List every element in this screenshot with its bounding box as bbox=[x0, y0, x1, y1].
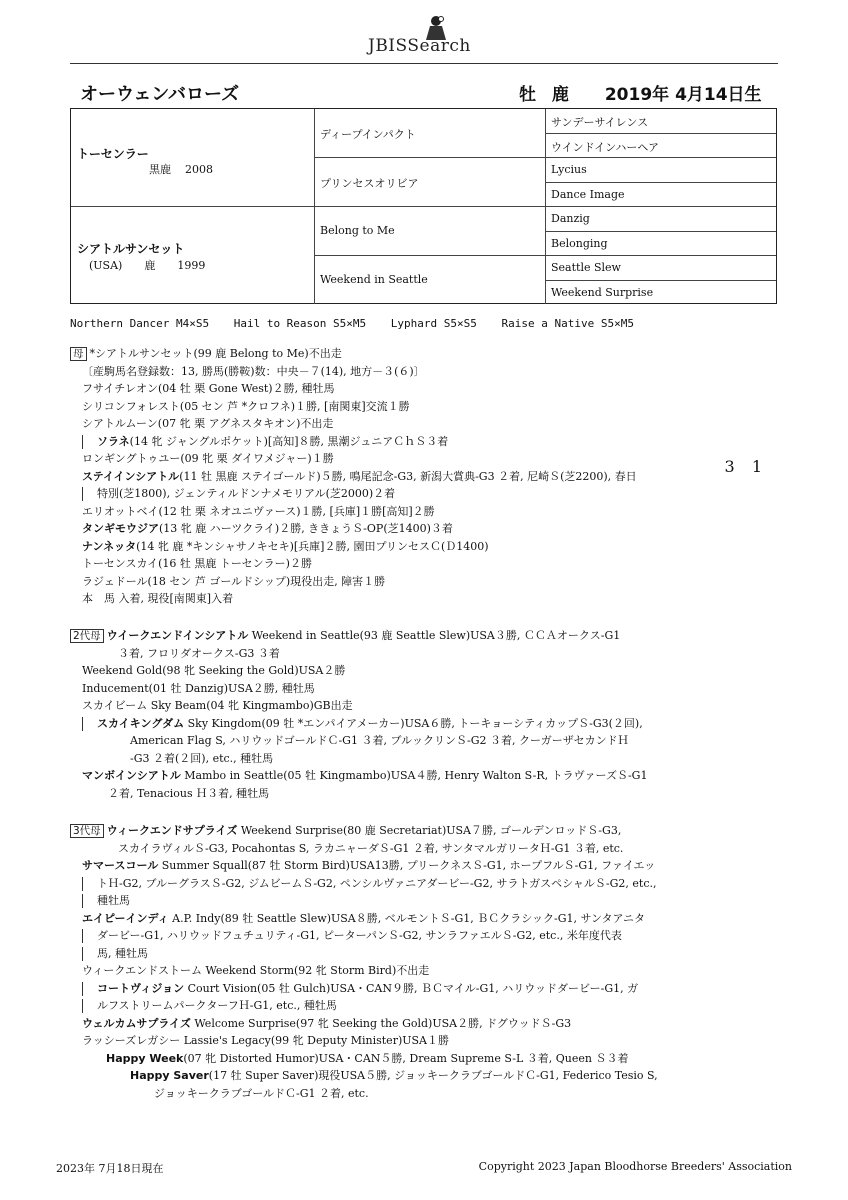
pedigree-number: 3 1 bbox=[724, 457, 768, 476]
line-text: 本 馬 入着, 現役[南関東]入着 bbox=[82, 592, 234, 605]
horse-name-bold: ウェルカムサプライズ bbox=[82, 1016, 191, 1030]
family-line bbox=[70, 450, 637, 468]
horse-name: オーウェンバローズ bbox=[80, 84, 240, 105]
pedigree-g3-cell bbox=[545, 109, 776, 134]
pedigree-g3-cell bbox=[545, 134, 776, 158]
horse-sex: 牡 bbox=[519, 85, 536, 105]
branch-bar bbox=[82, 717, 83, 731]
line-text: ラッシーズレガシー Lassie's Legacy(99 牝 Deputy Minister)USA１勝 bbox=[82, 1034, 449, 1047]
pedigree-g3-cell bbox=[545, 158, 776, 183]
line-text: Weekend Surprise(80 鹿 Secretariat)USA７勝, ゴールデンロッドＳ-G3, bbox=[237, 824, 622, 837]
horse-name-bold: ソラネ bbox=[97, 434, 130, 448]
line-text: スカイビーム Sky Beam(04 牝 Kingmambo)GB出走 bbox=[82, 699, 353, 712]
line-text: Summer Squall(87 牡 Storm Bird)USA13勝, プリークネスＳ-G1, ホープフルＳ-G1, ファイエッ bbox=[158, 859, 656, 872]
g3-name: Danzig bbox=[551, 212, 590, 225]
header-divider bbox=[70, 63, 778, 64]
footer-copyright: Copyright 2023 Japan Bloodhorse Breeders' Association bbox=[478, 1160, 792, 1173]
horse-name-bold: タンギモウジア bbox=[82, 522, 159, 535]
pedigree-g3-cell bbox=[545, 207, 776, 232]
family-line bbox=[70, 380, 637, 398]
family-line bbox=[70, 697, 647, 715]
horse-name-bold: マンボインシアトル bbox=[82, 769, 181, 782]
third-dam-section bbox=[70, 822, 658, 1102]
g3-name: Belonging bbox=[551, 237, 608, 250]
line-text: ２着, Tenacious Ｈ３着, 種牡馬 bbox=[108, 786, 270, 800]
g2-name: Weekend in Seattle bbox=[320, 273, 428, 286]
family-line bbox=[70, 927, 658, 945]
g2-name: Belong to Me bbox=[320, 224, 395, 237]
dam-details bbox=[89, 257, 227, 273]
family-line bbox=[70, 538, 637, 556]
sire-details bbox=[149, 161, 227, 177]
line-text: (11 牡 黒鹿 ステイゴールド)５勝, 鳴尾記念-G3, 新潟大賞典-G3 ２着, 尼崎Ｓ(芝2200), 春日 bbox=[179, 469, 637, 483]
line-text: *シアトルサンセット(99 鹿 Belong to Me)不出走 bbox=[89, 347, 342, 360]
horse-name-bold: ステイインシアトル bbox=[82, 469, 180, 483]
line-text: フサイチレオン(04 牡 栗 Gone West)２勝, 種牡馬 bbox=[82, 382, 335, 395]
family-line bbox=[70, 627, 647, 645]
inbreeding-item: Lyphard S5×S5 bbox=[390, 317, 477, 330]
pedigree-g2-cell bbox=[314, 109, 545, 158]
family-line bbox=[70, 680, 647, 698]
family-line bbox=[70, 555, 637, 573]
line-text: 〔産駒馬名登録数：13, 勝馬(勝鞍)数：中央－７(14), 地方－３(６)〕 bbox=[82, 364, 425, 378]
horse-name-bold: サマースコール bbox=[82, 859, 159, 872]
family-line bbox=[70, 1085, 658, 1103]
family-line bbox=[70, 590, 637, 608]
jbis-logo bbox=[368, 14, 498, 58]
family-line bbox=[70, 785, 647, 803]
generation-tag: 2代母 bbox=[70, 629, 104, 643]
line-text: Welcome Surprise(97 牝 Seeking the Gold)USA２勝, ドグウッドＳ-G3 bbox=[190, 1016, 572, 1030]
second-dam-section bbox=[70, 627, 647, 802]
family-line bbox=[70, 750, 647, 768]
family-line bbox=[70, 363, 637, 381]
pedigree-g3-cell bbox=[545, 256, 776, 281]
horse-name-bold: ウイークエンドインシアトル bbox=[106, 629, 249, 642]
sire-year: 2008 bbox=[185, 163, 213, 176]
family-line bbox=[70, 822, 658, 840]
line-text: ３着, フロリダオークス-G3 ３着 bbox=[118, 646, 280, 660]
family-line bbox=[70, 945, 658, 963]
family-line bbox=[70, 857, 658, 875]
family-line bbox=[70, 1015, 658, 1033]
family-line bbox=[70, 1032, 658, 1050]
family-line bbox=[70, 910, 658, 928]
family-line bbox=[70, 415, 637, 433]
family-line bbox=[70, 398, 637, 416]
line-text: (13 牝 鹿 ハーツクライ)２勝, ききょうＳ-OP(芝1400)３着 bbox=[159, 522, 453, 535]
pedigree-dam bbox=[71, 207, 314, 304]
line-text: ウィークエンドストーム Weekend Storm(92 牝 Storm Bird)不出走 bbox=[82, 964, 430, 977]
line-text: ルフストリームパークターフＨ-G1, etc., 種牡馬 bbox=[97, 999, 337, 1012]
g2-name: プリンセスオリビア bbox=[320, 177, 419, 190]
logo-text bbox=[368, 36, 471, 56]
family-line bbox=[70, 468, 637, 486]
line-text: Mambo in Seattle(05 牡 Kingmambo)USA４勝, Henry Walton S-R, トラヴァーズＳ-G1 bbox=[180, 769, 648, 782]
family-line bbox=[70, 662, 647, 680]
g3-name: Lycius bbox=[551, 163, 587, 176]
sire-name: トーセンラー bbox=[77, 147, 149, 161]
dam-year: 1999 bbox=[177, 259, 206, 272]
pedigree-g3-cell bbox=[545, 232, 776, 256]
family-line bbox=[70, 875, 658, 893]
family-line bbox=[70, 980, 658, 998]
line-text: エリオットベイ(12 牡 栗 ネオユニヴァース)１勝, [兵庫]１勝[高知]２勝 bbox=[82, 504, 435, 518]
line-text: (17 牡 Super Saver)現役USA５勝, ジョッキークラブゴールドＣ-G1, Federico Tesio S, bbox=[208, 1069, 658, 1082]
pedigree-g3-cell bbox=[545, 183, 776, 207]
dam-name: シアトルサンセット bbox=[77, 242, 185, 256]
family-line bbox=[70, 962, 658, 980]
family-line bbox=[70, 520, 637, 538]
line-text: 特別(芝1800), ジェンティルドンナメモリアル(芝2000)２着 bbox=[97, 487, 396, 500]
generation-tag: 母 bbox=[70, 347, 87, 361]
pedigree-sire bbox=[71, 109, 314, 207]
logo-text-search: Search bbox=[407, 36, 471, 56]
dam-family-section bbox=[70, 345, 637, 608]
dam-origin: (USA) bbox=[89, 259, 123, 272]
branch-bar bbox=[82, 487, 83, 501]
line-text: Sky Kingdom(09 牡 *エンパイアメーカー)USA６勝, トーキョーシティカップＳ-G3(２回), bbox=[184, 716, 643, 730]
branch-bar bbox=[82, 982, 83, 996]
family-line bbox=[70, 433, 637, 451]
horse-name-bold: コートヴィジョン bbox=[97, 981, 185, 995]
inbreeding-item: Raise a Native S5×M5 bbox=[501, 317, 634, 330]
branch-bar bbox=[82, 894, 83, 908]
family-line bbox=[70, 892, 658, 910]
line-text: (07 牝 Distorted Humor)USA・CAN５勝, Dream Supreme S-L ３着, Queen Ｓ３着 bbox=[183, 1051, 629, 1065]
line-text: トＨ-G2, ブルーグラスＳ-G2, ジムビームＳ-G2, ペンシルヴァニアダービー-G2, サラトガスペシャルＳ-G2, etc., bbox=[97, 876, 657, 890]
horse-dob: 2019年 4月14日生 bbox=[604, 85, 762, 105]
line-text: A.P. Indy(89 牡 Seattle Slew)USA８勝, ベルモントＳ-G1, ＢＣクラシック-G1, サンタアニタ bbox=[168, 911, 645, 925]
line-text: ダービー-G1, ハリウッドフュチュリティ-G1, ピーターパンＳ-G2, サンラファエルＳ-G2, etc., 米年度代表 bbox=[97, 929, 622, 942]
family-line bbox=[70, 1067, 658, 1085]
footer-date: 2023年 7月18日現在 bbox=[56, 1162, 164, 1175]
line-text: Court Vision(05 牡 Gulch)USA・CAN９勝, ＢＣマイル-G1, ハリウッドダービー-G1, ガ bbox=[184, 981, 639, 995]
line-text: 種牡馬 bbox=[97, 894, 130, 907]
line-text: Weekend in Seattle(93 鹿 Seattle Slew)USA３勝, ＣＣＡオークス-G1 bbox=[248, 629, 621, 642]
branch-bar bbox=[82, 999, 83, 1013]
line-text: (14 牝 鹿 *キンシャサノキセキ)[兵庫]２勝, 園田プリンセスＣ(Ｄ1400) bbox=[136, 539, 489, 553]
line-text: 馬, 種牡馬 bbox=[97, 946, 148, 960]
horse-info bbox=[519, 80, 772, 105]
branch-bar bbox=[82, 435, 83, 449]
family-line bbox=[70, 345, 637, 363]
horse-name-bold: スカイキングダム bbox=[97, 716, 185, 730]
horse-name-bold: ナンネッタ bbox=[82, 539, 137, 553]
sire-color: 黒鹿 bbox=[149, 163, 171, 176]
generation-tag: 3代母 bbox=[70, 824, 104, 838]
line-text: Weekend Gold(98 牝 Seeking the Gold)USA２勝 bbox=[82, 664, 346, 677]
pedigree-g2-cell bbox=[314, 158, 545, 207]
branch-bar bbox=[82, 877, 83, 891]
family-line bbox=[70, 767, 647, 785]
line-text: シリコンフォレスト(05 セン 芦 *クロフネ)１勝, [南関東]交流１勝 bbox=[82, 399, 410, 413]
horse-name-bold: ウィークエンドサプライズ bbox=[106, 824, 238, 837]
horse-name-bold: エイピーインディ bbox=[82, 911, 169, 925]
family-line bbox=[70, 997, 658, 1015]
horse-name-bold: Happy Saver bbox=[130, 1069, 209, 1082]
line-text: -G3 ２着(２回), etc., 種牡馬 bbox=[130, 751, 274, 765]
g3-name: サンデーサイレンス bbox=[551, 116, 649, 129]
inbreeding-line bbox=[70, 317, 652, 330]
line-text: ジョッキークラブゴールドＣ-G1 ２着, etc. bbox=[154, 1086, 369, 1100]
family-line bbox=[70, 503, 637, 521]
pedigree-g2-cell bbox=[314, 256, 545, 304]
line-text: American Flag S, ハリウッドゴールドＣ-G1 ３着, ブルックリンＳ-G2 ３着, クーガーザセカンドＨ bbox=[130, 734, 629, 747]
inbreeding-item: Northern Dancer M4×S5 bbox=[70, 317, 210, 330]
line-text: ロンギングトゥユー(09 牝 栗 ダイワメジャー)１勝 bbox=[82, 452, 334, 465]
horse-name-bold: Happy Week bbox=[106, 1051, 184, 1065]
g3-name: ウインドインハーヘア bbox=[551, 141, 660, 154]
dam-color: 鹿 bbox=[144, 259, 156, 272]
line-text: (14 牝 ジャングルポケット)[高知]８勝, 黒潮ジュニアＣｈＳ３着 bbox=[129, 434, 449, 448]
pedigree-g2-cell bbox=[314, 207, 545, 256]
family-line bbox=[70, 732, 647, 750]
branch-bar bbox=[82, 929, 83, 943]
g2-name: ディープインパクト bbox=[320, 128, 416, 141]
family-line bbox=[70, 573, 637, 591]
g3-name: Seattle Slew bbox=[551, 261, 621, 274]
horse-color: 鹿 bbox=[551, 85, 569, 105]
line-text: ラジェドール(18 セン 芦 ゴールドシップ)現役出走, 障害１勝 bbox=[82, 574, 386, 588]
line-text: シアトルムーン(07 牝 栗 アグネスタキオン)不出走 bbox=[82, 417, 334, 430]
branch-bar bbox=[82, 947, 83, 961]
line-text: Inducement(01 牡 Danzig)USA２勝, 種牡馬 bbox=[82, 681, 315, 695]
family-line bbox=[70, 485, 637, 503]
inbreeding-item: Hail to Reason S5×M5 bbox=[233, 317, 367, 330]
family-line bbox=[70, 840, 658, 858]
logo-text-jbis: JBIS bbox=[368, 36, 408, 56]
g3-name: Weekend Surprise bbox=[551, 286, 654, 299]
g3-name: Dance Image bbox=[551, 188, 625, 201]
family-line bbox=[70, 1050, 658, 1068]
line-text: スカイラヴィルＳ-G3, Pocahontas S, ラカニャーダＳ-G1 ２着, サンタマルガリータＨ-G1 ３着, etc. bbox=[118, 841, 624, 855]
family-line bbox=[70, 715, 647, 733]
family-line bbox=[70, 645, 647, 663]
line-text: トーセンスカイ(16 牡 黒鹿 トーセンラー)２勝 bbox=[82, 557, 312, 570]
